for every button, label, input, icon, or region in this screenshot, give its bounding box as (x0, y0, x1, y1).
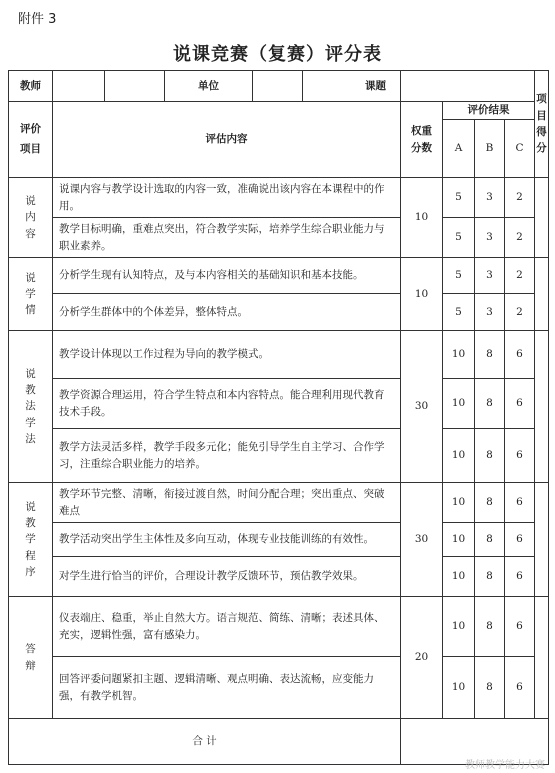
score-b[interactable]: 8 (475, 557, 505, 597)
score-a[interactable]: 5 (443, 218, 475, 258)
item-score-cell[interactable] (535, 483, 549, 597)
score-b[interactable]: 3 (475, 258, 505, 294)
score-a[interactable]: 5 (443, 258, 475, 294)
score-a[interactable]: 10 (443, 523, 475, 557)
item-score-cell[interactable] (535, 258, 549, 331)
score-b[interactable]: 8 (475, 429, 505, 483)
criterion-text: 教学环节完整、清晰，衔接过渡自然，时间分配合理；突出重点、突破难点 (53, 483, 401, 523)
table-row (9, 218, 549, 258)
score-c[interactable]: 6 (505, 557, 535, 597)
page-title: 说课竞赛（复赛）评分表 (173, 44, 382, 65)
score-b[interactable]: 8 (475, 331, 505, 379)
score-b[interactable]: 8 (475, 523, 505, 557)
criterion-text: 说课内容与教学设计选取的内容一致，准确说出该内容在本课程中的作用。 (53, 178, 401, 218)
score-b[interactable]: 8 (475, 483, 505, 523)
criterion-text: 仪表端庄、稳重，举止自然大方。语言规范、简练、清晰；表述具体、充实，逻辑性强，富有感染力。 (53, 597, 401, 657)
total-label: 合 计 (9, 719, 401, 765)
watermark: 教师教学能力大赛 (465, 760, 545, 771)
criterion-text: 教学方法灵活多样，教学手段多元化；能免引导学生自主学习、合作学习，注重综合职业能力的培养。 (53, 429, 401, 483)
criterion-text: 教学资源合理运用，符合学生特点和本内容特点。能合理利用现代教育技术手段。 (53, 379, 401, 429)
item-score-cell[interactable] (535, 597, 549, 719)
criterion-text: 对学生进行恰当的评价，合理设计教学反馈环节，预估教学效果。 (53, 557, 401, 597)
score-a[interactable]: 10 (443, 597, 475, 657)
section-label: 说学情 (9, 258, 53, 331)
table-row (9, 557, 549, 597)
unit-label: 单位 (165, 71, 253, 102)
results-header: 评价结果 (443, 102, 535, 120)
score-b[interactable]: 3 (475, 218, 505, 258)
teacher-field[interactable] (53, 71, 105, 102)
col-b-header: B (475, 120, 505, 178)
table-row (9, 294, 549, 331)
section-label: 说教法学法 (9, 331, 53, 483)
weight-value: 30 (401, 331, 443, 483)
eval-item-header: 评价 项目 (9, 102, 53, 178)
weight-value: 10 (401, 178, 443, 258)
weight-value: 10 (401, 258, 443, 331)
table-row (9, 597, 549, 657)
score-c[interactable]: 6 (505, 657, 535, 719)
criterion-text: 分析学生群体中的个体差异，整体特点。 (53, 294, 401, 331)
item-score-cell[interactable] (535, 331, 549, 483)
teacher-label: 教师 (9, 71, 53, 102)
score-a[interactable]: 5 (443, 178, 475, 218)
score-a[interactable]: 10 (443, 331, 475, 379)
table-row (9, 657, 549, 719)
score-c[interactable]: 6 (505, 379, 535, 429)
table-row (9, 331, 549, 379)
score-c[interactable]: 6 (505, 597, 535, 657)
score-table (8, 70, 549, 765)
score-b[interactable]: 8 (475, 657, 505, 719)
score-a[interactable]: 10 (443, 657, 475, 719)
score-a[interactable]: 10 (443, 429, 475, 483)
criterion-text: 教学设计体现以工作过程为导向的教学模式。 (53, 331, 401, 379)
table-row (9, 178, 549, 218)
score-b[interactable]: 8 (475, 597, 505, 657)
score-c[interactable]: 2 (505, 178, 535, 218)
table-row (9, 429, 549, 483)
score-c[interactable]: 6 (505, 429, 535, 483)
criterion-text: 回答评委问题紧扣主题、逻辑清晰、观点明确、表达流畅，应变能力强，有教学机智。 (53, 657, 401, 719)
attachment-label: 附件 3 (18, 12, 57, 27)
score-c[interactable]: 6 (505, 523, 535, 557)
score-c[interactable]: 6 (505, 331, 535, 379)
unit-field[interactable] (253, 71, 303, 102)
section-label: 说教学程序 (9, 483, 53, 597)
score-b[interactable]: 8 (475, 379, 505, 429)
score-a[interactable]: 10 (443, 557, 475, 597)
score-c[interactable]: 2 (505, 218, 535, 258)
weight-value: 20 (401, 597, 443, 719)
col-a-header: A (443, 120, 475, 178)
topic-field[interactable] (401, 71, 535, 102)
weight-value: 30 (401, 483, 443, 597)
table-row (9, 379, 549, 429)
score-a[interactable]: 10 (443, 379, 475, 429)
topic-label: 课题 (303, 71, 401, 102)
table-row (9, 258, 549, 294)
teacher-field-extra[interactable] (105, 71, 165, 102)
criterion-text: 分析学生现有认知特点，及与本内容相关的基础知识和基本技能。 (53, 258, 401, 294)
item-score-header: 项目得分 (535, 71, 549, 178)
score-a[interactable]: 10 (443, 483, 475, 523)
item-score-cell[interactable] (535, 178, 549, 258)
criterion-text: 教学目标明确，重难点突出，符合教学实际，培养学生综合职业能力与职业素养。 (53, 218, 401, 258)
score-a[interactable]: 5 (443, 294, 475, 331)
score-c[interactable]: 2 (505, 294, 535, 331)
section-label: 说内容 (9, 178, 53, 258)
score-b[interactable]: 3 (475, 178, 505, 218)
table-row (9, 483, 549, 523)
table-row (9, 523, 549, 557)
criterion-text: 教学活动突出学生主体性及多向互动，体现专业技能训练的有效性。 (53, 523, 401, 557)
score-c[interactable]: 2 (505, 258, 535, 294)
content-header: 评估内容 (53, 102, 401, 178)
section-label: 答辩 (9, 597, 53, 719)
score-c[interactable]: 6 (505, 483, 535, 523)
col-c-header: C (505, 120, 535, 178)
score-b[interactable]: 3 (475, 294, 505, 331)
weight-header: 权重 分数 (401, 102, 443, 178)
